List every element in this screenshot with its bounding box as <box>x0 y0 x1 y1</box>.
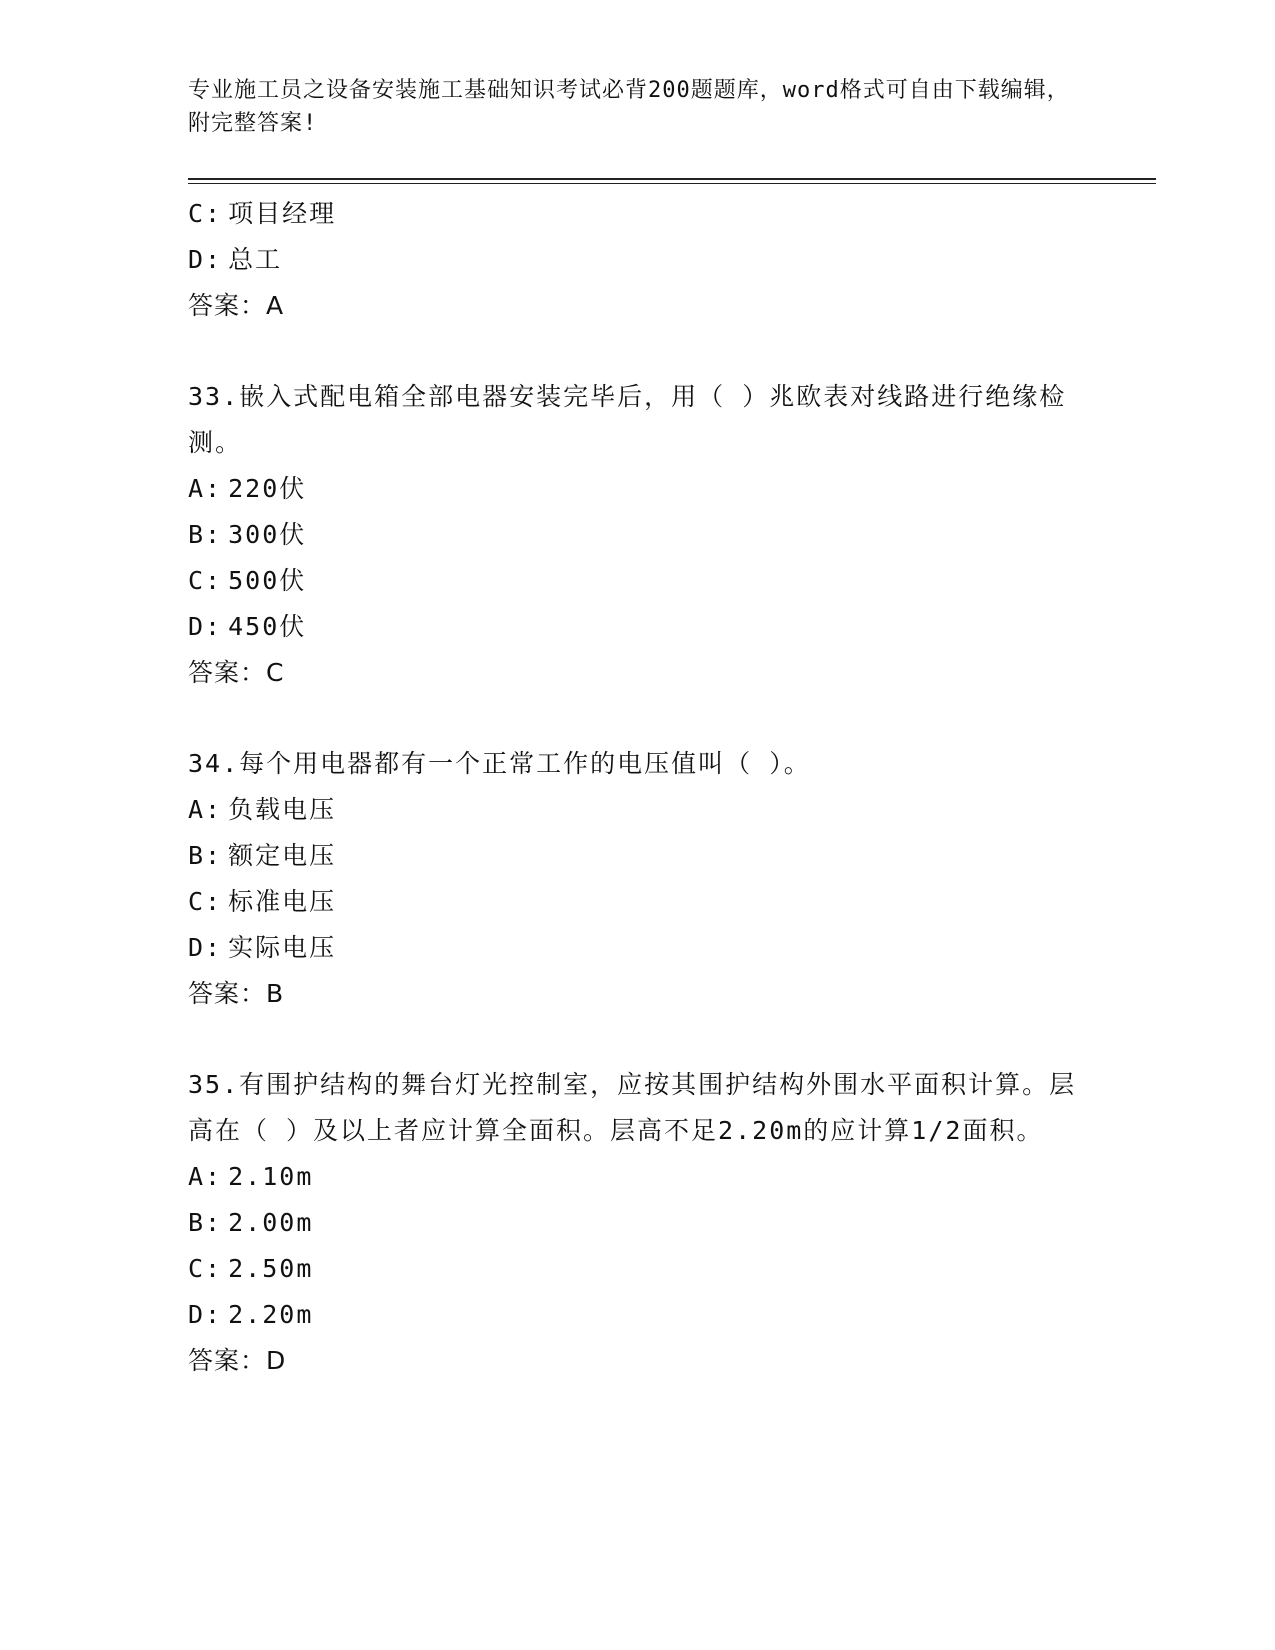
option-label: A: <box>188 474 223 503</box>
option-label: C: <box>188 1254 223 1283</box>
option-c <box>188 558 1088 604</box>
option-text: 450伏 <box>228 612 307 641</box>
option-label: D: <box>188 1300 223 1329</box>
option-b <box>188 512 1088 558</box>
option-text: 总工 <box>228 245 283 274</box>
option-text: 300伏 <box>228 520 307 549</box>
option-text: 2.50m <box>228 1254 314 1283</box>
option-text: 2.20m <box>228 1300 314 1329</box>
answer-line: 答案：A <box>188 291 285 320</box>
option-label: C: <box>188 566 223 595</box>
option-d <box>188 237 1088 283</box>
option-a <box>188 1154 1088 1200</box>
answer-line: 答案：C <box>188 658 285 687</box>
question-35 <box>188 1062 1088 1384</box>
option-c <box>188 879 1088 925</box>
option-label: D: <box>188 245 223 274</box>
option-c <box>188 1246 1088 1292</box>
document-body <box>188 191 1088 1384</box>
spacer <box>188 696 1088 741</box>
option-label: C: <box>188 199 223 228</box>
document-header <box>188 74 1088 140</box>
spacer <box>188 1017 1088 1062</box>
spacer <box>188 329 1088 374</box>
option-label: A: <box>188 1162 223 1191</box>
question-34 <box>188 741 1088 1017</box>
question-text: 35.有围护结构的舞台灯光控制室，应按其围护结构外围水平面积计算。层高在（ ）及以上者应计算全面积。层高不足2.20m的应计算1/2面积。 <box>188 1070 1077 1145</box>
option-label: B: <box>188 520 223 549</box>
question-text: 33.嵌入式配电箱全部电器安装完毕后，用（ ）兆欧表对线路进行绝缘检测。 <box>188 382 1067 457</box>
option-d <box>188 1292 1088 1338</box>
option-text: 实际电压 <box>228 933 337 962</box>
header-divider-thin <box>188 183 1156 184</box>
option-text: 2.00m <box>228 1208 314 1237</box>
option-b <box>188 1200 1088 1246</box>
option-label: C: <box>188 887 223 916</box>
answer-line: 答案：D <box>188 1346 287 1375</box>
option-label: D: <box>188 933 223 962</box>
option-a <box>188 787 1088 833</box>
option-label: D: <box>188 612 223 641</box>
header-divider <box>188 178 1156 180</box>
option-text: 额定电压 <box>228 841 337 870</box>
question-text: 34.每个用电器都有一个正常工作的电压值叫（ ）。 <box>188 749 811 778</box>
option-a <box>188 466 1088 512</box>
question-partial <box>188 191 1088 329</box>
option-label: A: <box>188 795 223 824</box>
option-text: 负载电压 <box>228 795 337 824</box>
option-text: 220伏 <box>228 474 307 503</box>
option-text: 2.10m <box>228 1162 314 1191</box>
option-label: B: <box>188 841 223 870</box>
option-c <box>188 191 1088 237</box>
option-b <box>188 833 1088 879</box>
document-title: 专业施工员之设备安装施工基础知识考试必背200题题库，word格式可自由下载编辑，附完整答案! <box>188 78 1070 136</box>
option-text: 标准电压 <box>228 887 337 916</box>
option-d <box>188 604 1088 650</box>
option-text: 500伏 <box>228 566 307 595</box>
question-33 <box>188 374 1088 696</box>
option-label: B: <box>188 1208 223 1237</box>
option-text: 项目经理 <box>228 199 337 228</box>
answer-line: 答案：B <box>188 979 285 1008</box>
option-d <box>188 925 1088 971</box>
